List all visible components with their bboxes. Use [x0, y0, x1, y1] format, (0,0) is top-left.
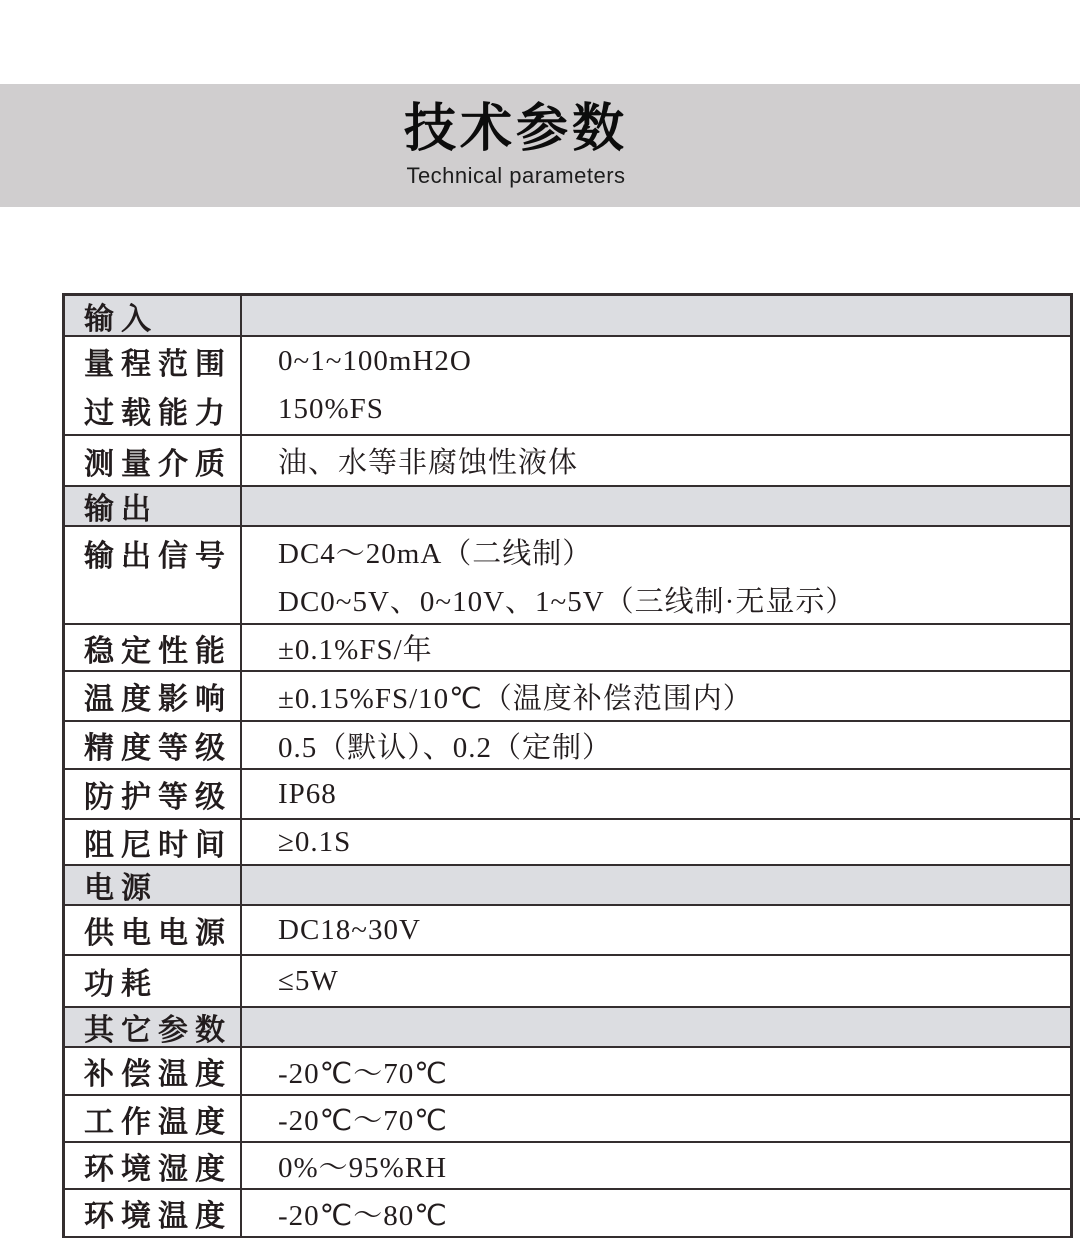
table-row-range-overload — [65, 337, 1070, 436]
row-value: ≤5W — [278, 964, 339, 997]
table-row-stability — [65, 625, 1070, 672]
row-label: 精度等级 — [65, 722, 242, 768]
section-row-power — [65, 866, 1070, 906]
row-labels — [65, 337, 242, 434]
row-label: 过载能力 — [84, 396, 232, 430]
title-band — [0, 84, 1080, 207]
table-row-work-temp — [65, 1096, 1070, 1143]
section-value-empty — [242, 866, 1070, 904]
row-label: 供电电源 — [65, 906, 242, 954]
table-row-protection — [65, 770, 1070, 820]
row-value: 0.5（默认）、0.2（定制） — [278, 731, 613, 764]
row-label: 功耗 — [65, 956, 242, 1006]
section-value-empty — [242, 1008, 1070, 1046]
row-label: 防护等级 — [65, 770, 242, 818]
row-value: DC18~30V — [278, 913, 421, 946]
row-label: 补偿温度 — [65, 1048, 242, 1094]
table-row-ambient-temp — [65, 1190, 1070, 1238]
table-row-damping — [65, 820, 1070, 866]
section-value-empty — [242, 487, 1070, 525]
table-row-comp-temp — [65, 1048, 1070, 1096]
section-row-input — [65, 296, 1070, 337]
row-values — [242, 527, 1070, 623]
row-value: 0~1~100mH2O — [278, 344, 472, 377]
row-values — [242, 337, 1070, 434]
row-label: 阻尼时间 — [65, 820, 242, 864]
table-row-accuracy — [65, 722, 1070, 770]
row-value: -20℃～70℃ — [278, 1105, 448, 1137]
row-value: -20℃～70℃ — [278, 1057, 448, 1090]
row-label: 环境温度 — [65, 1190, 242, 1236]
row-label: 测量介质 — [65, 436, 242, 485]
page-title: 技术参数 — [403, 99, 628, 159]
row-value: IP68 — [278, 777, 337, 810]
table-row-medium — [65, 436, 1070, 487]
section-label: 其它参数 — [65, 1008, 242, 1046]
row-label: 稳定性能 — [65, 625, 242, 670]
row-label: 量程范围 — [84, 348, 232, 382]
row-value: 150%FS — [278, 393, 384, 426]
row-label: 输出信号 — [84, 540, 232, 573]
row-value: -20℃～80℃ — [278, 1199, 448, 1232]
section-label: 电源 — [65, 866, 242, 904]
section-value-empty — [242, 296, 1070, 335]
row-value: 油、水等非腐蚀性液体 — [278, 447, 579, 479]
table-row-output-signal — [65, 527, 1070, 625]
page-subtitle: Technical parameters — [406, 162, 626, 188]
table-row-humidity — [65, 1143, 1070, 1190]
row-value: DC4～20mA（二线制） — [278, 537, 593, 570]
right-edge-rule — [1073, 818, 1080, 820]
section-row-output — [65, 487, 1070, 527]
table-row-consumption — [65, 956, 1070, 1008]
section-row-other — [65, 1008, 1070, 1048]
section-label: 输出 — [65, 487, 242, 525]
table-row-supply — [65, 906, 1070, 956]
row-value: ±0.1%FS/年 — [278, 634, 433, 666]
row-label: 工作温度 — [65, 1096, 242, 1141]
table-row-temp-effect — [65, 672, 1070, 722]
row-label-wrap — [65, 527, 242, 623]
row-value: ≥0.1S — [278, 825, 352, 858]
row-value: ±0.15%FS/10℃（温度补偿范围内） — [278, 682, 753, 715]
title-band-inner — [0, 84, 1080, 187]
spec-table — [62, 293, 1073, 1238]
section-label: 输入 — [65, 296, 242, 335]
row-value: DC0~5V、0~10V、1~5V（三线制·无显示） — [278, 585, 856, 618]
row-label: 温度影响 — [65, 672, 242, 720]
row-label: 环境湿度 — [65, 1143, 242, 1188]
row-value: 0%～95%RH — [278, 1152, 448, 1184]
